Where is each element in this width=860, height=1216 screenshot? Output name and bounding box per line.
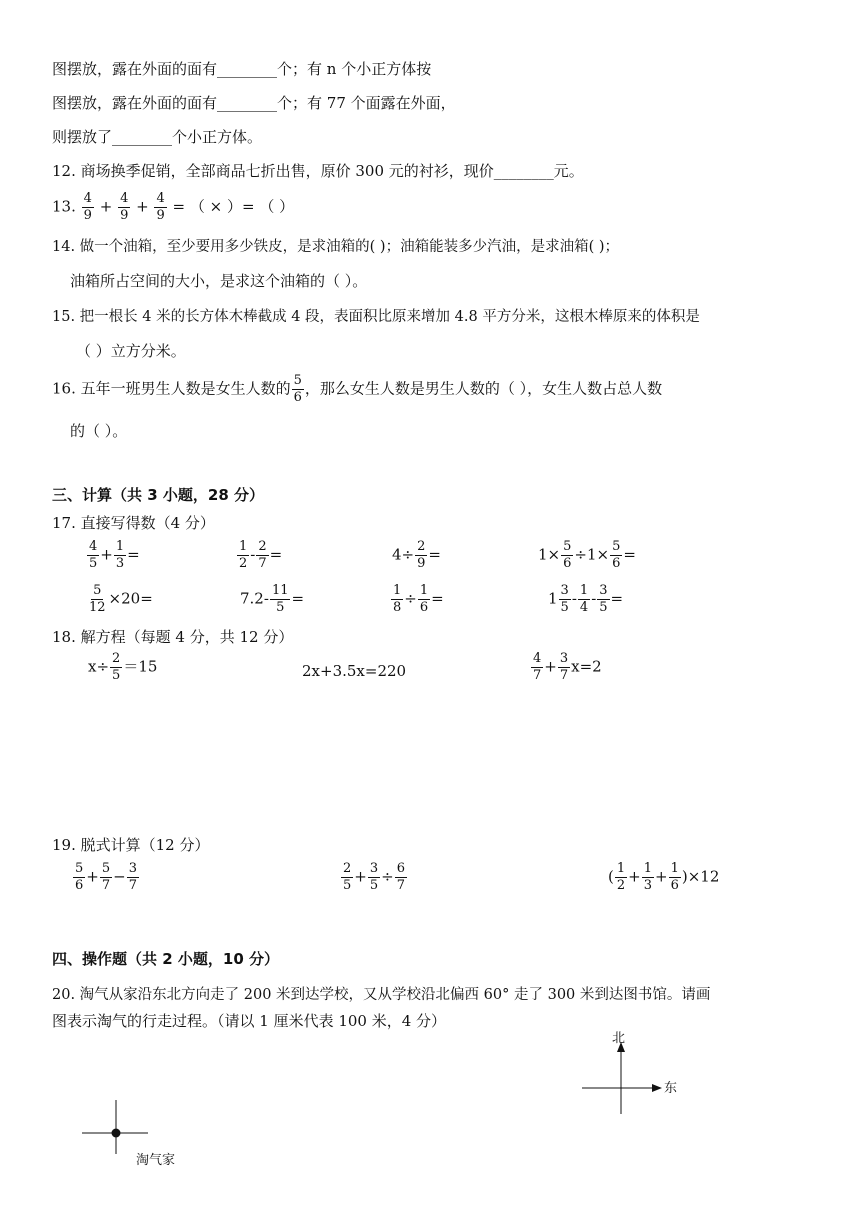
q17-b1: $\frac{5}{12}$ ×20= <box>89 583 153 615</box>
q17-title: 17. 直接写得数（4 分） <box>52 514 215 532</box>
q18-title: 18. 解方程（每题 4 分，共 12 分） <box>52 628 294 646</box>
fraction: $\frac{5}{6}$ <box>293 373 302 405</box>
compass-rose <box>574 1028 694 1120</box>
q14-line1: 14. 做一个油箱，至少要用多少铁皮，是求油箱的( )；油箱能装多少汽油，是求油箱( )； <box>52 239 620 255</box>
q18-eq3: $\frac{4}{7}$ + $\frac{3}{7}$ x=2 <box>533 651 602 683</box>
q11-line1: 图摆放，露在外面的面有________个；有 n 个小正方体按 <box>52 60 432 78</box>
q20-line1: 20. 淘气从家沿东北方向走了 200 米到达学校，又从学校沿北偏西 60° 走了 300 米到达图书馆。请画 <box>52 987 711 1003</box>
fraction: $\frac{4}{9}$ <box>120 191 129 223</box>
q19-title: 19. 脱式计算（12 分） <box>52 836 210 854</box>
q19-e3: ( $\frac{1}{2}$ + $\frac{1}{3}$ + $\frac{1}{6}$ )×12 <box>608 861 720 893</box>
compass-east-label: 东 <box>664 1081 678 1096</box>
compass-north-label: 北 <box>612 1031 626 1046</box>
q17-b2: 7.2- $\frac{11}{5}$ = <box>240 583 305 615</box>
section-3-title: 三、计算（共 3 小题，28 分） <box>52 486 264 504</box>
q17-a2: $\frac{1}{2}$ - $\frac{2}{7}$ = <box>239 539 283 571</box>
fraction: $\frac{4}{9}$ <box>156 191 165 223</box>
q17-b4: 1 $\frac{3}{5}$ - $\frac{1}{4}$ - $\frac{3}{5}$ = <box>548 583 624 615</box>
q17-a4: 1× $\frac{5}{6}$ ÷1× $\frac{5}{6}$ = <box>538 539 636 571</box>
east-arrow-icon <box>652 1084 662 1092</box>
q18-eq2: 2x+3.5x=220 <box>302 662 407 680</box>
fraction: $\frac{4}{9}$ <box>83 191 92 223</box>
q17-b3: $\frac{1}{8}$ ÷ $\frac{1}{6}$ = <box>393 583 444 615</box>
q17-a1: $\frac{4}{5}$ + $\frac{1}{3}$ = <box>89 539 140 571</box>
q19-e2: $\frac{2}{5}$ + $\frac{3}{5}$ ÷ $\frac{6}{7}$ <box>343 861 405 893</box>
home-label: 淘气家 <box>136 1153 176 1168</box>
q11-line2: 图摆放，露在外面的面有________个；有 77 个面露在外面， <box>52 94 456 112</box>
q19-e1: $\frac{5}{6}$ + $\frac{5}{7}$ − $\frac{3}{7}$ <box>75 861 137 893</box>
q17-a3: 4÷ $\frac{2}{9}$ = <box>392 539 441 571</box>
q18-eq1: x÷ $\frac{2}{5}$ ＝15 <box>88 651 158 683</box>
q13-row: 13. $\frac{4}{9}$ + $\frac{4}{9}$ + $\frac{4}{9}$ = （ × ）= （ ） <box>52 191 295 223</box>
section-4-title: 四、操作题（共 2 小题，10 分） <box>52 950 279 968</box>
q20-line2: 图表示淘气的行走过程。（请以 1 厘米代表 100 米，4 分） <box>52 1012 447 1030</box>
q14-line2: 油箱所占空间的大小，是求这个油箱的（ ）。 <box>70 272 368 290</box>
q16-line2: 的（ ）。 <box>70 422 128 440</box>
q11-line3: 则摆放了________个小正方体。 <box>52 128 263 146</box>
q15-line1: 15. 把一根长 4 米的长方体木棒截成 4 段，表面积比原来增加 4.8 平方分米，这根木棒原来的体积是 <box>52 309 700 325</box>
home-dot-icon <box>112 1129 121 1138</box>
q16-line1: 16. 五年一班男生人数是女生人数的 $\frac{5}{6}$ ，那么女生人数是男生人数的（ ），女生人数占总人数 <box>52 373 663 405</box>
q15-line2: （ ）立方分米。 <box>76 342 186 360</box>
q12-text: 12. 商场换季促销，全部商品七折出售，原价 300 元的衬衫，现价________元。 <box>52 162 584 180</box>
